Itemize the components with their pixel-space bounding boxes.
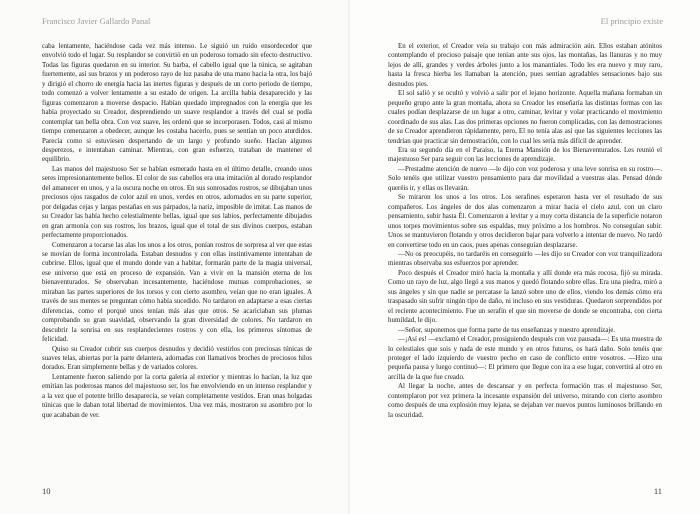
dialogue-paragraph: —No os preocupéis, no tardaréis en conseguirlo —les dijo su Creador con voz tranquilizadora mientras observaba sus esfuerzos por aprender. <box>388 249 662 268</box>
paragraph: caba lentamente, haciéndose cada vez más intenso. Le siguió un ruido ensordecedor que envolvió todo el lugar. Su resplandor se convirtió en un poderoso tornado sin efecto destructivo. Todas las figuras quedaron en su interior. Su barba, el cabello igual que la túnica, se agitaban fuertemente, así sus brazos y un poderoso rayo de luz pasaba de una mano hacia la otra, los bajó y dirigió el chorro de energía hacia las inertes figuras y después de un corto periodo de tiempo, todo comenzó a volver lentamente a su estado de origen. La arcilla había desaparecido y las figuras comenzaron a moverse despacio. Habían quedado impregnados con la energía que les había proyectado su Creador, desprendiendo un suave resplandor a través del cual se podía contemplar tan bella obra. Con voz suave, les ordenó que se incorporasen. Todos, casi al mismo tiempo comenzaron a obedecer, aunque les costaba hacerlo, pues se sentían un poco aturdidos. Parecía como si estuviesen despertando de un largo y profundo sueño. Hacían algunos desperezos, e intentaban caminar. Mientras, con gran esfuerzo, trataban de mantener el equilibrio. <box>42 42 312 164</box>
dialogue-paragraph: —¡Así es! —exclamó el Creador, prosiguiendo después con voz pausada—: Es una muestra de lo celestiales que sois y nada de este mundo y en otros futuros, os hará daño. Solo tenéis que proteger el lado izquierdo de vuestro pecho en caso de conflicto entre vosotros. —Hizo una pequeña pausa y luego continuó—: El primero que llegue con ira a ese lugar, convertirá al otro en arcilla de la que fue creado. <box>388 335 662 381</box>
paragraph: Poco después el Creador miró hacia la montaña y allí donde era más rocosa, fijó su mirada. Como un rayo de luz, algo llegó a sus manos y quedó flotando sobre ellas. Era una piedra, miró a sus ángeles y sin que nadie se percatase la lanzó sobre uno de ellos, viendo los demás cómo era traspasado sin sufrir ningún tipo de daño, ni incluso en sus vestiduras. Quedaron sorprendidos por el reciente acontecimiento. Fue un serafín el que sin moverse de donde se encontraba, con cierta humildad, le dijo. <box>388 268 662 325</box>
page-number: 11 <box>653 486 662 496</box>
dialogue-paragraph: —Prestadme atención de nuevo —le dijo con voz poderosa y una leve sonrisa en su rostro—. Solo tenéis que utilizar vuestro pensamiento para dar movilidad a vuestras alas. Pensad dónde queréis ir, y ellas os llevarán. <box>388 164 662 192</box>
dialogue-paragraph: —Señor, suponemos que forma parte de tus enseñanzas y nuestro aprendizaje. <box>398 325 616 334</box>
paragraph: Al llegar la noche, antes de descansar y en perfecta formación tras el majestuoso Ser, contemplaron por vez primera la incesante expansión del universo, mirando con cierto asombro como después de una explosión muy lejana, se dejaban ver nuevos puntos luminosos brillando en la oscuridad. <box>388 382 662 419</box>
running-header-title: El principio existe <box>600 16 663 26</box>
paragraph: En el exterior, el Creador veía su trabajo con más admiración aún. Ellos estaban atónitos contemplando el precioso paisaje que tenían ante sus ojos, las montañas, las llanuras y no muy lejos de allí, grandes y verdes árboles junto a los manantiales. Todo les era nuevo y muy raro, hasta la fresca hierba les llamaban la atención, pues sentían agradables sensaciones bajo sus desnudos pies. <box>388 42 662 88</box>
paragraph: Comenzaron a tocarse las alas los unos a los otros, ponían rostros de sorpresa al ver que estas se movían de forma incontrolada. Estaban desnudos y con ellas instintivamente intentaban de cubrirse. Ellos, igual que el mundo donde van a habitar, formarán parte de la magia universal, ese universo que está en proceso de expansión. Van a vivir en la mansión eterna de los bienaventurados. Se observaban incesantemente, haciéndose mutuas comprobaciones, se miraban las partes superiores de los torsos y con cierto asombro, veían que no eran iguales. A través de sus mentes se preguntan cómo había sucedido. No tardaron en adaptarse a esas ciertas diferencias, como el porqué unos tenían más alas que otros. Se acariciaban sus plumas comprobando su gran suavidad, observando la gran diversidad de colores. No tardaron en descubrir la sonrisa en sus resplandecientes rostros y con ella, los primeros síntomas de felicidad. <box>42 240 312 344</box>
page-body <box>388 42 662 420</box>
paragraph: Era su segundo día en el Paraíso, la Eterna Mansión de los Bienaventurados. Les reunió el majestuoso Ser para seguir con las lecciones de aprendizaje. <box>388 145 662 164</box>
paragraph: Se miraron los unos a los otros. Los serafines esperaron hasta ver el resultado de sus compañeros. Los ángeles de dos alas comenzaron a mirar hacia el cielo azul, con un claro pensamiento, subir hasta Él. Comenzaron a levitar y a muy corta distancia de la superficie notaron unos torpes movimientos sobre sus espaldas, muy próximo a los hombros. No conseguían subir. Unos se mantuvieron flotando y otros decidieron bajar para volverlo a intentar de nuevo. No tardó en convertirse todo en un caos, pues apenas conseguían desplazarse. <box>388 193 662 249</box>
page-number: 10 <box>42 486 51 496</box>
paragraph: Las manos del majestuoso Ser se habían esmerado hasta en el último detalle, creando unos seres impresionantemente bellos. El color de sus cabellos era una imitación al dorado resplandor del amanecer en unos, y a la oscura noche en otros. En sus sonrosados rostros, se dibujaban unos preciosos ojos rasgados de color azul en unos, verdes en otros, adornados en su parte superior, por delgadas cejas y largas pestañas en sus párpados, la nariz, imposible de imitar. Las manos de su Creador las había hecho celestialmente bellas, igual que sus labios, perfectamente dibujados en gran armonía con sus rostros, los brazos, igual que el total de sus divinos cuerpos, estaban perfectamente proporcionados. <box>42 164 312 240</box>
paragraph: Lentamente fueron saliendo por la corta galería al exterior y mientras lo hacían, la luz que emitían las poderosas manos del majestuoso ser, los fue envolviendo en un intenso resplandor y a la vez que el potente brillo desaparecía, se veían completamente vestidos. Eran unas holgadas túnicas que le daban total libertad de movimientos. Una vez más, mostraron su asombro por lo que acababan de ver. <box>42 372 312 419</box>
right-page <box>350 0 700 514</box>
paragraph: Quiso su Creador cubrir sus cuerpos desnudos y decidió vestirlos con preciosas túnicas de suaves telas, abiertas por la parte delantera, adornadas con llamativos broches de preciosos hilos dorados. Eran simplemente bellas y de variados colores. <box>42 344 312 372</box>
paragraph: El sol salió y se ocultó y volvió a salir por el lejano horizonte. Aquella mañana formaban un pequeño grupo ante la gran montaña, ahora su Creador les enseñaría las distintas formas con las cuales podían desplazarse de un lugar a otro, caminar, levitar y volar practicando el movimiento coordinado de sus alas. Las dos primeras opciones no fueron complicadas, con las demostraciones de su Creador aprendieron rápidamente, pero, El no tenía alas así que las siguientes lecciones las tendrían que practicar sin demostración, con lo cual les sería más difícil de aprender. <box>388 89 662 145</box>
page-body <box>42 42 312 420</box>
running-header-author: Francisco Javier Gallardo Panal <box>42 16 151 26</box>
